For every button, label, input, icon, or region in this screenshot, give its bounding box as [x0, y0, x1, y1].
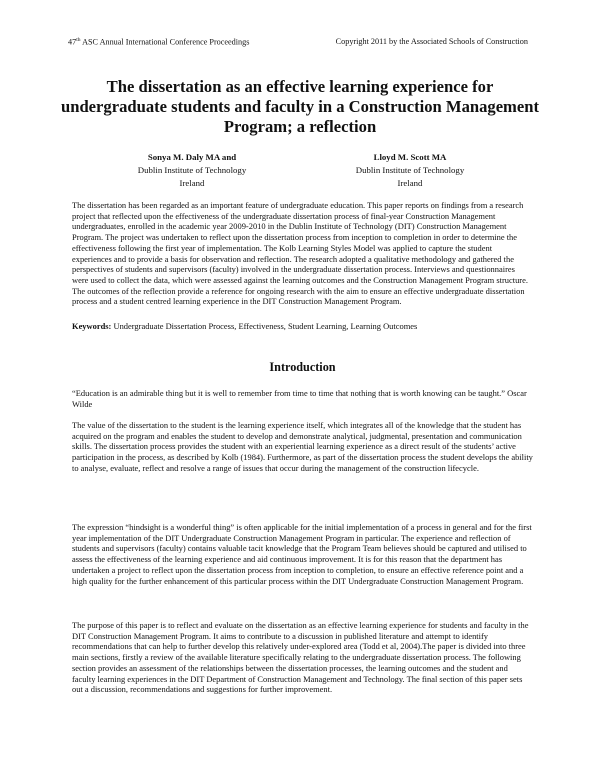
author-affiliation: Dublin Institute of Technology — [355, 165, 465, 175]
author-country: Ireland — [179, 178, 205, 188]
paragraph-2: The expression “hindsight is a wonderful thing” is often applicable for the initial implementation of a process in general and for the first year implementation of the DIT Undergraduate Construction Management Program in particular. The experience and reflection of students and supervisors (faculty) contains valuable tacit knowledge that the Program Team believes should be captured and utilised to assess the effectiveness of the learning experience and aid continuous improvement. It is for this reason that the department has undertaken a project to reflect upon the dissertation process from inception to completion, to ensure an effective reference point and a high quality for the further enhancement of this particular process within the DIT Undergraduate Construction Management Program. — [72, 522, 532, 586]
epigraph-quote: “Education is an admirable thing but it is well to remember from time to time that nothing that is worth knowing can be taught.” Oscar Wilde — [72, 388, 527, 409]
author-name: Sonya M. Daly MA and — [147, 152, 237, 162]
keywords-list: Undergraduate Dissertation Process, Effectiveness, Student Learning, Learning Outcomes — [111, 321, 418, 331]
copyright-notice: Copyright 2011 by the Associated Schools of Construction — [335, 37, 528, 46]
keywords — [72, 321, 533, 332]
keywords-label: Keywords: — [72, 321, 112, 331]
author-name: Lloyd M. Scott MA — [373, 152, 447, 162]
running-header — [68, 37, 528, 49]
author-1 — [92, 151, 292, 190]
author-affiliation: Dublin Institute of Technology — [137, 165, 247, 175]
paper-title: The dissertation as an effective learning experience for undergraduate students and faculty in a Construction Management Program; a reflection — [60, 77, 540, 136]
conference-name: 47th ASC Annual International Conference Proceedings — [68, 37, 250, 47]
abstract: The dissertation has been regarded as an important feature of undergraduate education. This paper reports on findings from a research project that reflected upon the effectiveness of the undergraduate dissertation process of final-year Construction Management undergraduates, enrolled in the academic year 2009-2010 in the Dublin Institute of Technology (DIT) Construction Management Program. The project was undertaken to reflect upon the dissertation process from inception to completion in order to determine the effectiveness following the first year of implementation. The Kolb Learning Styles Model was applied to capture the student experiences and to provide a basis for observation and reflection. The research adopted a qualitative methodology and gathered the perspectives of students and supervisors (faculty) involved in the undergraduate dissertation process. Interviews and questionnaires were used to collect the data, which were assessed against the learning outcomes and the Construction Management Program structure. The outcomes of the reflection provide a reference for ongoing research with the aim to ensure an effective undergraduate dissertation process and a student centred learning experience in the DIT Construction Management Program. — [72, 200, 528, 307]
author-2 — [310, 151, 510, 190]
section-heading-introduction: Introduction — [269, 360, 336, 374]
paragraph-3: The purpose of this paper is to reflect and evaluate on the dissertation as an effective learning experience for students and faculty in the DIT Construction Management Program. It aims to contribute to a discussion in published literature and attempt to identify recommendations that can help to further develop this relatively under-explored area (Todd et al, 2004).The paper is divided into three main sections, firstly a review of the available literature specifically relating to the undergraduate dissertation process. The following section provides an assessment of the relationships between the dissertation processes, the learning outcomes and the student and faculty learning experiences in the DIT Department of Construction Management and Technology. The final section of this paper sets out a discussion, recommendations and suggestions for further improvement. — [72, 620, 529, 695]
author-block — [72, 151, 528, 190]
author-country: Ireland — [397, 178, 423, 188]
paragraph-1: The value of the dissertation to the student is the learning experience itself, which integrates all of the knowledge that the student has acquired on the program and enables the student to develop and demonstrate analytical, judgmental, presentation and communication skills. The dissertation process provides the student with an experiential learning experience as a direct result of the students’ active participation in the process, as described by Kolb (1984). Furthermore, as part of the dissertation process the student develops the ability to analyse, evaluate, reflect and resolve a range of issues that occur during the management of the construction lifecycle. — [72, 420, 533, 473]
